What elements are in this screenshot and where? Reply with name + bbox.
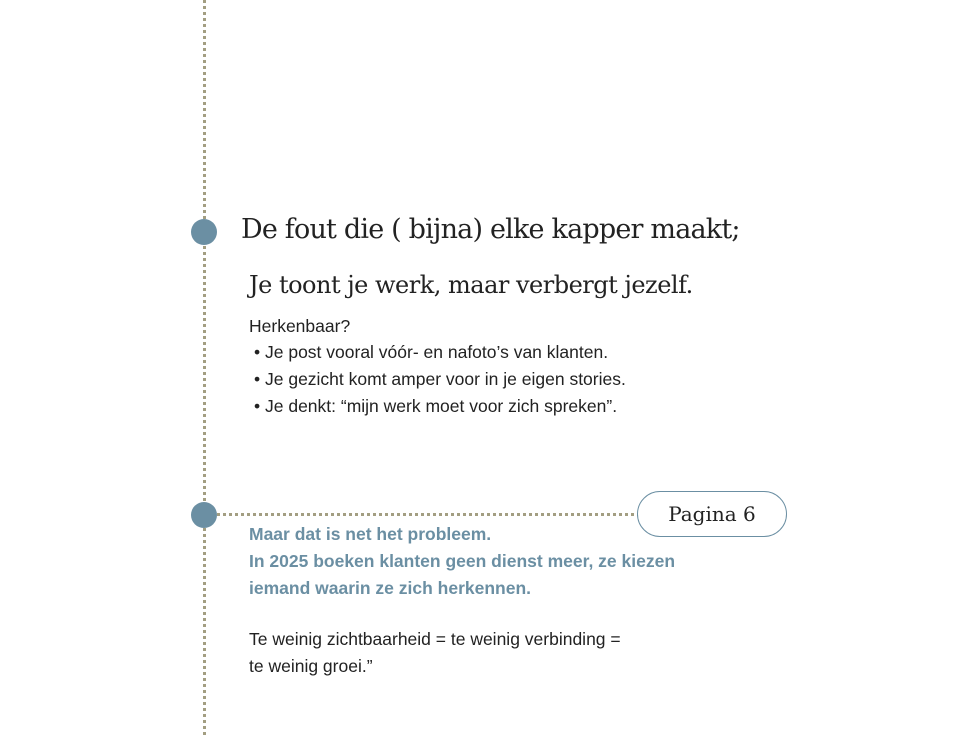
timeline-vertical-dotted-line bbox=[203, 0, 206, 735]
section-heading: De fout die ( bijna) elke kapper maakt; bbox=[241, 214, 740, 245]
page-number-label: Pagina 6 bbox=[668, 502, 756, 526]
timeline-marker-dot bbox=[191, 219, 217, 245]
emphasis-paragraph bbox=[249, 521, 675, 602]
emphasis-line: In 2025 boeken klanten geen dienst meer, ze kiezen bbox=[249, 551, 676, 571]
emphasis-line: iemand waarin ze zich herkennen. bbox=[249, 578, 532, 598]
closing-line: Te weinig zichtbaarheid = te weinig verbinding = bbox=[249, 629, 621, 649]
bullet-item: • Je post vooral vóór- en nafoto’s van klanten. bbox=[254, 342, 609, 362]
bullet-list bbox=[254, 339, 626, 420]
timeline-marker-dot bbox=[191, 502, 217, 528]
section-subheading: Je toont je werk, maar verbergt jezelf. bbox=[249, 271, 693, 299]
bullet-item: • Je gezicht komt amper voor in je eigen stories. bbox=[254, 369, 626, 389]
closing-line: te weinig groei.” bbox=[249, 656, 373, 676]
bullet-item: • Je denkt: “mijn werk moet voor zich spreken”. bbox=[254, 396, 618, 416]
intro-question: Herkenbaar? bbox=[249, 316, 351, 336]
closing-paragraph bbox=[249, 626, 621, 680]
emphasis-line: Maar dat is net het probleem. bbox=[249, 524, 492, 544]
timeline-horizontal-dotted-line bbox=[206, 513, 640, 516]
